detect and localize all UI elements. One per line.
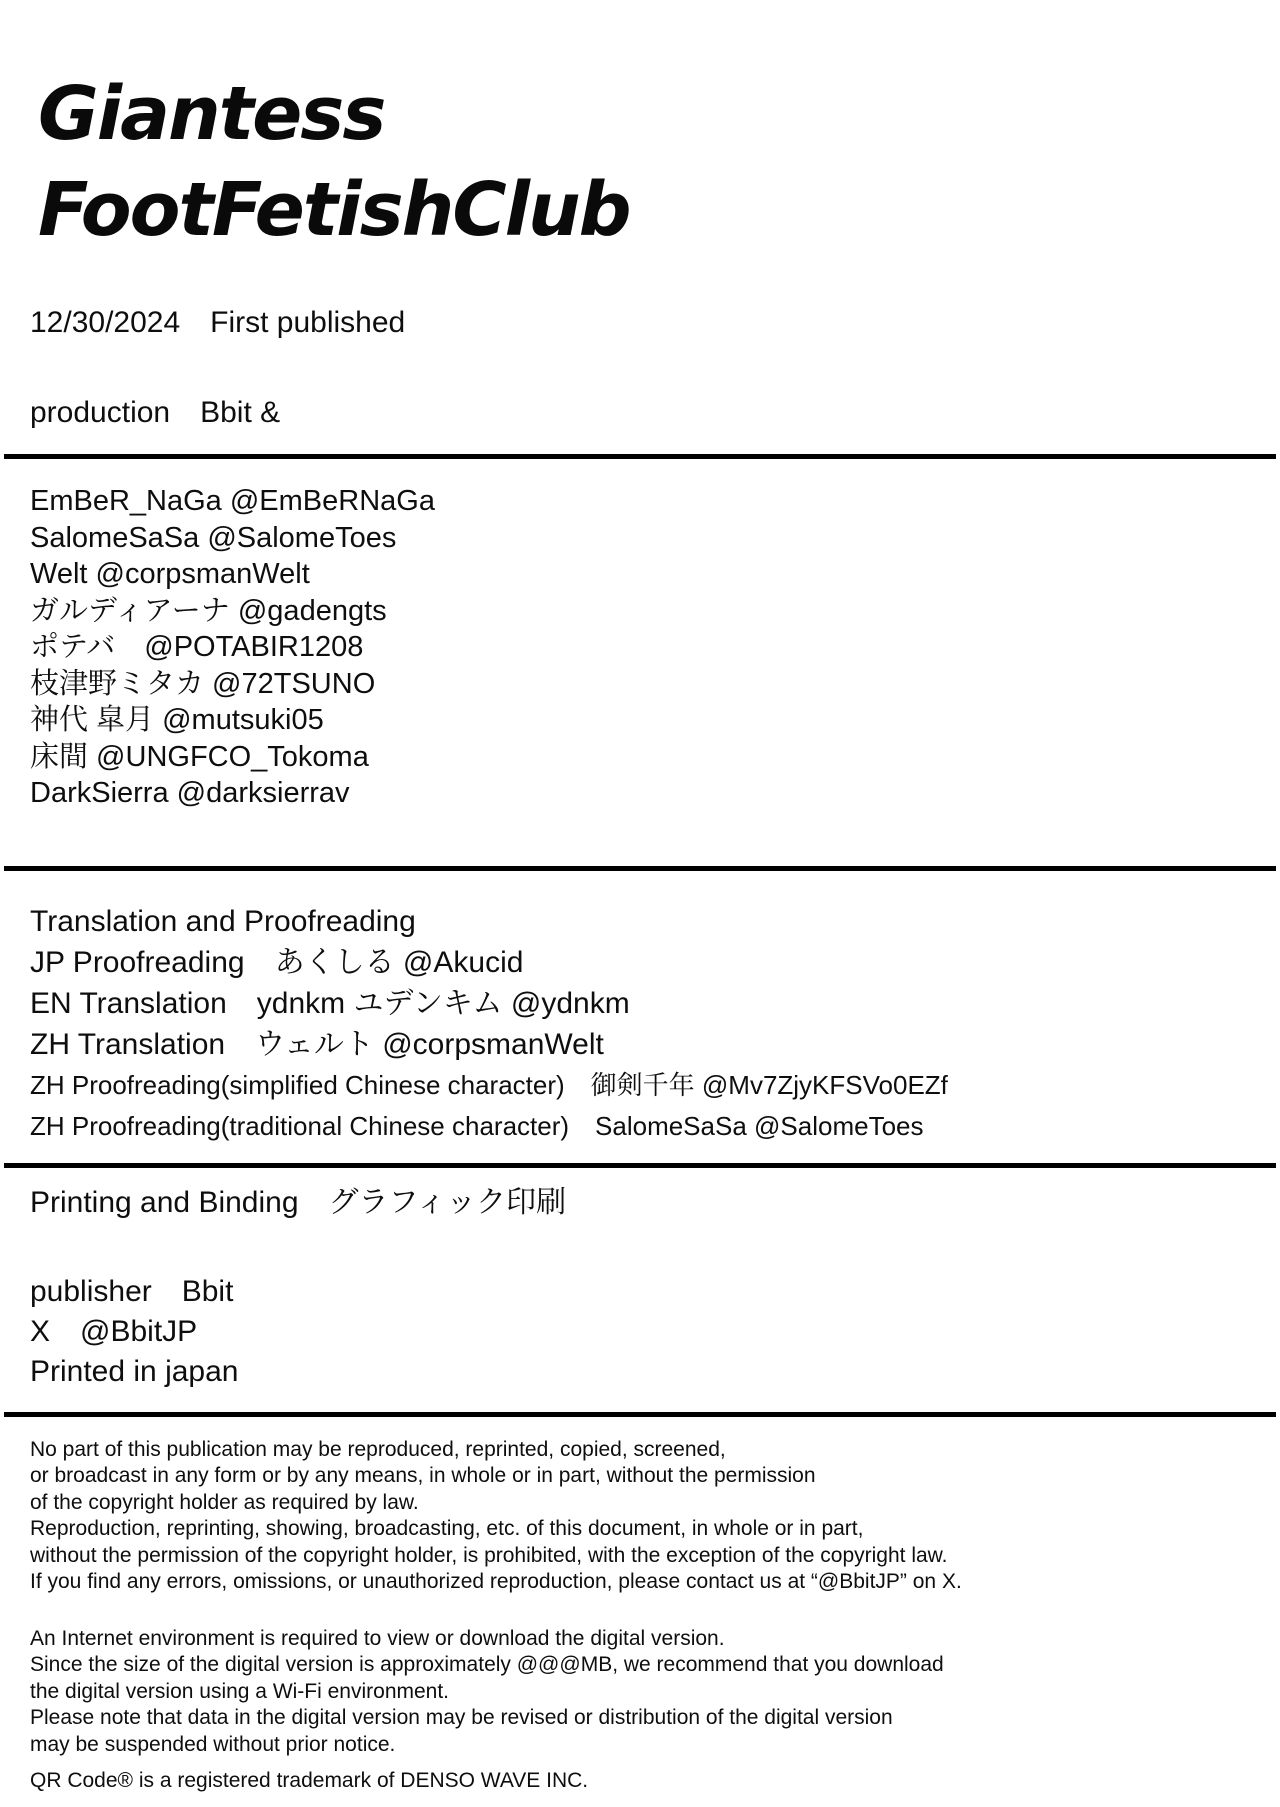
book-title-line2: FootFetishClub <box>38 167 630 253</box>
credit-entry: ガルディアーナ @gadengts <box>30 594 387 627</box>
legal-text-line: Please note that data in the digital version may be revised or distribution of the digital version <box>30 1706 893 1729</box>
credit-entry: 床間 @UNGFCO_Tokoma <box>30 740 369 773</box>
credit-entry: 神代 皐月 @mutsuki05 <box>30 704 324 736</box>
digital-version-paragraph <box>30 1626 1254 1759</box>
legal-text-line: without the permission of the copyright holder, is prohibited, with the exception of the copyright law. <box>30 1543 948 1567</box>
credit-entry: Welt @corpsmanWelt <box>30 558 310 590</box>
en-translation-credit: EN Translation ydnkm ユデンキム @ydnkm <box>30 986 630 1020</box>
legal-text-line: the digital version using a Wi-Fi environment. <box>30 1679 450 1703</box>
printing-binding-credit: Printing and Binding グラフィック印刷 <box>30 1185 567 1219</box>
book-title-line1: Giantess <box>38 71 385 157</box>
legal-text-line: An Internet environment is required to view or download the digital version. <box>30 1626 725 1650</box>
translation-heading: Translation and Proofreading <box>30 904 416 938</box>
zh-proofreading-traditional-credit: ZH Proofreading(traditional Chinese character) SalomeSaSa @SalomeToes <box>30 1110 924 1141</box>
credit-entry: DarkSierra @darksierrav <box>30 777 350 809</box>
legal-text-line: of the copyright holder as required by law. <box>30 1490 419 1514</box>
publisher-x-handle: X @BbitJP <box>30 1314 198 1348</box>
translation-section <box>0 871 1280 1163</box>
production-credit: production Bbit & <box>30 396 281 429</box>
publisher-block <box>30 1272 1254 1412</box>
credit-entry: ポテバ @POTABIR1208 <box>30 631 364 663</box>
zh-proofreading-simplified-credit: ZH Proofreading(simplified Chinese character) 御剣千年 @Mv7ZjyKFSVo0EZf <box>30 1069 948 1100</box>
legal-text-line: No part of this publication may be reproduced, reprinted, copied, screened, <box>30 1437 726 1461</box>
legal-section <box>0 1417 1280 1795</box>
legal-text-line: If you find any errors, omissions, or unauthorized reproduction, please contact us at “@BbitJP” on X. <box>30 1570 962 1593</box>
legal-text-line: may be suspended without prior notice. <box>30 1732 396 1756</box>
qr-code-trademark-notice: QR Code® is a registered trademark of DENSO WAVE INC. <box>30 1769 589 1792</box>
printed-in-notice: Printed in japan <box>30 1354 239 1388</box>
legal-text-line: Since the size of the digital version is approximately @@@MB, we recommend that you download <box>30 1653 944 1676</box>
copyright-paragraph <box>30 1437 1254 1596</box>
artist-credits-list <box>0 459 1280 866</box>
credit-entry: EmBeR_NaGa @EmBeRNaGa <box>30 485 435 517</box>
legal-text-line: Reproduction, reprinting, showing, broadcasting, etc. of this document, in whole or in part, <box>30 1517 864 1540</box>
legal-text-line: or broadcast in any form or by any means, in whole or in part, without the permission <box>30 1464 816 1487</box>
book-title <box>0 66 1280 258</box>
publisher-credit: publisher Bbit <box>30 1274 234 1308</box>
jp-proofreading-credit: JP Proofreading あくしる @Akucid <box>30 945 524 979</box>
credit-entry: 枝津野ミタカ @72TSUNO <box>30 667 376 700</box>
zh-translation-credit: ZH Translation ウェルト @corpsmanWelt <box>30 1027 604 1061</box>
publishing-section <box>0 1168 1280 1412</box>
first-published-date: 12/30/2024 First published <box>30 306 406 339</box>
credit-entry: SalomeSaSa @SalomeToes <box>30 521 397 554</box>
